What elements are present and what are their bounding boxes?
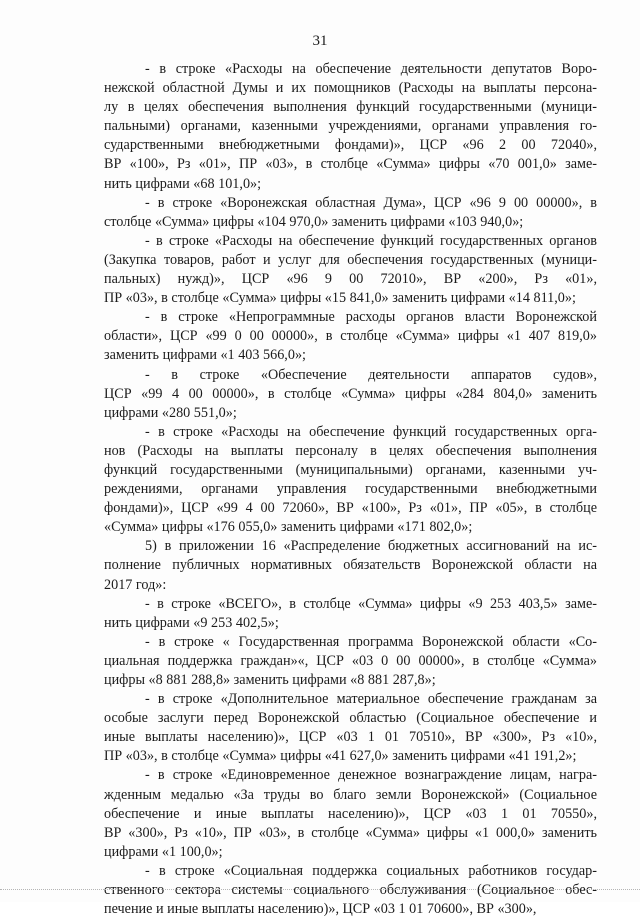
bottom-scan-edge [0, 889, 640, 890]
text-line: пальными) органами, казенными учреждениями, органами управления го- [104, 118, 597, 135]
text-line: особые заслуги перед Воронежской областью (Социальное обеспечение и [104, 710, 597, 727]
text-line: области», ЦСР «99 0 00 00000», в столбце «Сумма» цифры «1 407 819,0» [104, 328, 597, 345]
text-line: - в строке « Государственная программа Воронежской области «Со- [145, 633, 597, 650]
text-line: цифрами «280 551,0»; [104, 404, 237, 421]
page-number: 31 [312, 33, 328, 49]
text-line: ЦСР «99 4 00 00000», в столбце «Сумма» цифры «284 804,0» заменить [104, 385, 597, 402]
text-line: ПР «03», в столбце «Сумма» цифры «41 627,0» заменить цифрами «41 191,2»; [104, 748, 577, 765]
text-line: «Сумма» цифры «176 055,0» заменить цифрами «171 802,0»; [104, 519, 473, 536]
text-line: циальная поддержка граждан»«, ЦСР «03 0 00 00000», в столбце «Сумма» [104, 652, 597, 669]
text-line: - в строке «Дополнительное материальное обеспечение гражданам за [145, 691, 597, 708]
paragraph [104, 194, 597, 232]
paragraph [104, 232, 597, 308]
paragraph [104, 690, 597, 766]
text-line: сударственными внебюджетными фондами)», ЦСР «96 2 00 72040», [104, 137, 597, 154]
document-body [104, 60, 597, 919]
text-line: функций государственными (муниципальными) органами, казенными уч- [104, 461, 597, 478]
text-line: ВР «300», Рз «10», ПР «03», в столбце «Сумма» цифры «1 000,0» заменить [104, 824, 597, 841]
text-line: лу в целях обеспечения выполнения функций государственными (муници- [104, 99, 597, 116]
text-line: ПР «03», в столбце «Сумма» цифры «15 841,0» заменить цифрами «14 811,0»; [104, 290, 576, 307]
paragraph [104, 308, 597, 365]
text-line: нов (Расходы на выплаты персоналу в целях обеспечения выполнения [104, 442, 597, 459]
text-line: ственного сектора системы социального обслуживания (Социальное обес- [104, 882, 597, 899]
paragraph [104, 633, 597, 690]
paragraph [104, 366, 597, 423]
text-line: - в строке «Расходы на обеспечение функций государственных органов [145, 232, 597, 249]
text-line: заменить цифрами «1 403 566,0»; [104, 347, 306, 364]
text-line: - в строке «Воронежская областная Дума», ЦСР «96 9 00 00000», в [145, 194, 597, 211]
text-line: нить цифрами «9 253 402,5»; [104, 614, 279, 631]
text-line: - в строке «Расходы на обеспечение деятельности депутатов Воро- [145, 61, 597, 77]
text-line: - в строке «Расходы на обеспечение функций государственных орга- [145, 423, 597, 440]
paragraph [104, 766, 597, 861]
paragraph [104, 423, 597, 538]
text-line: - в строке «Непрограммные расходы органов власти Воронежской [145, 309, 597, 326]
paragraph [104, 862, 597, 919]
text-line: иные выплаты населению)», ЦСР «03 1 01 70510», ВР «300», Рз «10», [104, 729, 597, 746]
text-line: нежской областной Думы и их помощников (Расходы на выплаты персона- [104, 80, 597, 97]
text-line: реждениями, органами управления государственными внебюджетными [104, 481, 597, 498]
text-line: нить цифрами «68 101,0»; [104, 175, 262, 192]
text-line: цифры «8 881 288,8» заменить цифрами «8 881 287,8»; [104, 672, 436, 688]
paragraph [104, 537, 597, 594]
text-line: (Закупка товаров, работ и услуг для обеспечения государственных (муници- [104, 251, 597, 268]
text-line: печение и иные выплаты населению)», ЦСР «03 1 01 70600», ВР «300», [104, 901, 537, 918]
text-line: жденным медалью «За труды во благо земли Воронежской» (Социальное [104, 786, 597, 803]
paragraph [104, 595, 597, 633]
text-line: - в строке «Социальная поддержка социальных работников государ- [145, 862, 597, 879]
text-line: 2017 год»: [104, 576, 167, 593]
text-line: фондами)», ЦСР «99 4 00 72060», ВР «100», Рз «01», ПР «05», в столбце [104, 500, 597, 517]
text-line: - в строке «ВСЕГО», в столбце «Сумма» цифры «9 253 403,5» заме- [145, 595, 597, 612]
text-line: 5) в приложении 16 «Распределение бюджетных ассигнований на ис- [145, 538, 597, 555]
text-line: цифрами «1 100,0»; [104, 843, 223, 860]
text-line: - в строке «Единовременное денежное вознаграждение лицам, награ- [145, 767, 597, 784]
text-line: столбце «Сумма» цифры «104 970,0» заменить цифрами «103 940,0»; [104, 213, 524, 230]
text-line: ВР «100», Рз «01», ПР «03», в столбце «Сумма» цифры «70 001,0» заме- [104, 156, 597, 173]
text-line: обеспечение и иные выплаты населению)», ЦСР «03 1 01 70550», [104, 805, 597, 822]
text-line: полнение публичных нормативных обязательств Воронежской области на [104, 557, 597, 574]
text-line: пальных) нужд)», ЦСР «96 9 00 72010», ВР «200», Рз «01», [104, 271, 597, 288]
paragraph [104, 60, 597, 194]
text-line: - в строке «Обеспечение деятельности аппаратов судов», [145, 366, 597, 383]
